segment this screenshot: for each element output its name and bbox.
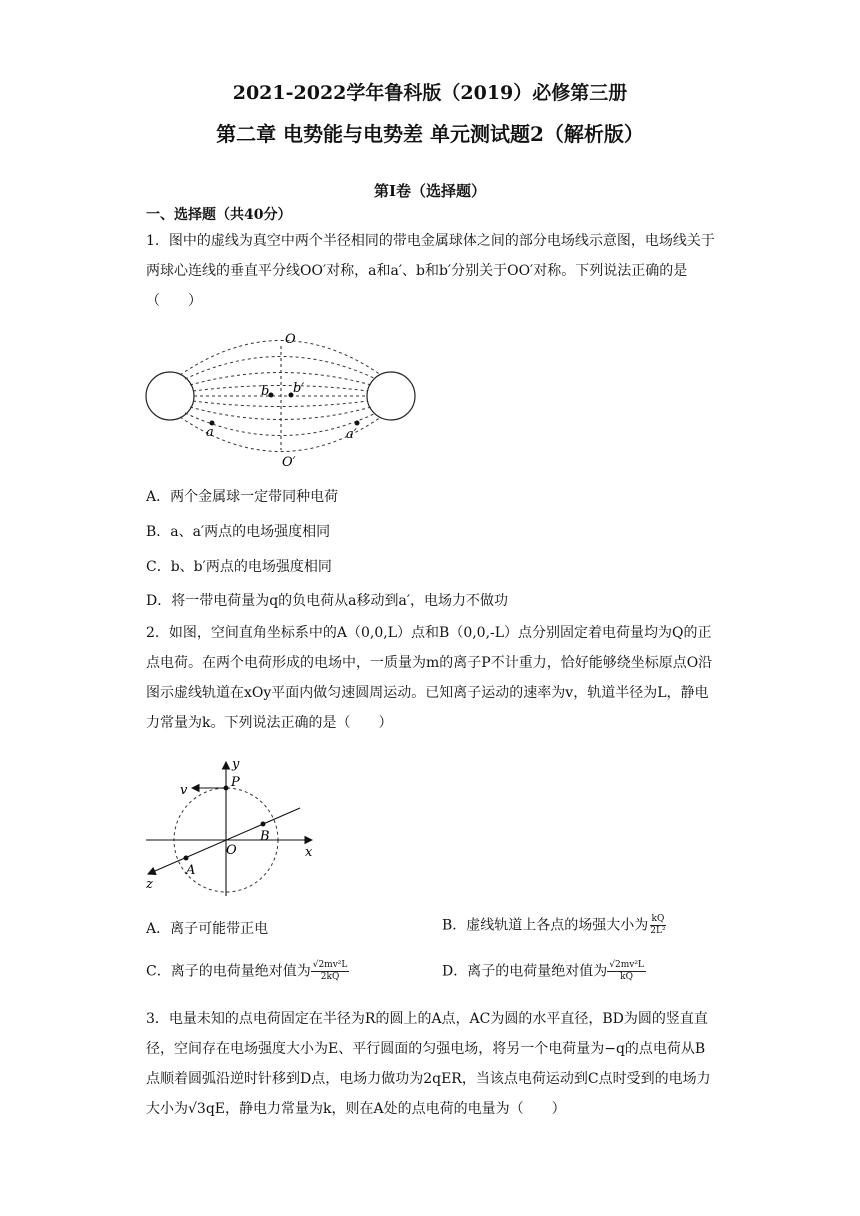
question-1-text: 1．图中的虚线为真空中两个半径相同的带电金属球体之间的部分电场线示意图，电场线关于两球心连线的垂直平分线OO′对称，a和a′、b和b′分别关于OO′对称。下列说法正确的是（ ） — [146, 233, 715, 309]
question-2-option-b — [442, 914, 668, 937]
option-b-numerator: kQ — [651, 914, 665, 924]
option-d-denominator: kQ — [620, 972, 633, 982]
question-1-option-c: C．b、b′两点的电场强度相同 — [146, 559, 332, 575]
question-2-option-a: A．离子可能带正电 — [146, 921, 269, 937]
figure1-label-b-prime: b′ — [293, 381, 305, 396]
figure1-label-a-prime: a′ — [346, 427, 357, 442]
option-d-text: D．离子的电荷量绝对值为 — [442, 963, 608, 980]
question-2-option-c — [146, 960, 349, 983]
figure1-label-a: a — [206, 425, 214, 440]
figure2-label-x: x — [305, 845, 313, 860]
question-1-option-b: B．a、a′两点的电场强度相同 — [146, 524, 331, 540]
option-c-denominator: 2kQ — [320, 972, 340, 982]
figure2-label-O: O — [226, 843, 237, 858]
option-c-fraction — [311, 960, 350, 983]
option-d-fraction — [607, 960, 646, 983]
option-d-numerator: √2mv²L — [609, 960, 644, 970]
section-heading: 一、选择题（共40分） — [146, 207, 292, 223]
question-1-option-d: D．将一带电荷量为q的负电荷从a移动到a′，电场力不做功 — [146, 593, 509, 609]
figure2-label-P: P — [231, 775, 240, 790]
figure1-label-O: O — [285, 332, 296, 347]
question-2-figure — [140, 756, 320, 906]
option-b-denominator: 2L² — [650, 926, 666, 936]
doc-title-line1: 2021-2022学年鲁科版（2019）必修第三册 — [232, 82, 628, 104]
question-1-option-a: A．两个金属球一定带同种电荷 — [146, 489, 339, 505]
figure2-label-z: z — [146, 877, 153, 892]
option-b-text: B．虚线轨道上各点的场强大小为 — [442, 917, 649, 934]
figure1-label-O-prime: O′ — [282, 455, 296, 470]
question-1-figure — [140, 328, 430, 472]
figure2-label-B: B — [260, 829, 270, 844]
figure1-label-b: b — [261, 384, 270, 399]
part-heading: 第Ⅰ卷（选择题） — [373, 182, 487, 200]
question-2-option-d — [442, 960, 646, 983]
question-3-text: 3．电量未知的点电荷固定在半径为R的圆上的A点，AC为圆的水平直径，BD为圆的竖直直径，空间存在电场强度大小为E、平行圆面的匀强电场，将另一个电荷量为−q的点电荷从B点顺着圆弧沿逆时针移到D点，电场力做功为2qER，当该点电荷运动到C点时受到的电场力大小为√3qE，静电力常量为k，则在A处的点电荷的电量为（ ） — [146, 1011, 711, 1117]
figure2-label-A: A — [186, 863, 196, 878]
doc-title-line2: 第二章 电势能与电势差 单元测试题2（解析版） — [216, 122, 644, 146]
option-b-fraction — [648, 914, 667, 937]
figure2-label-y: y — [232, 757, 240, 772]
figure2-label-v: v — [180, 783, 188, 798]
option-c-text: C．离子的电荷量绝对值为 — [146, 963, 311, 980]
option-c-numerator: √2mv²L — [312, 960, 348, 970]
question-2-text: 2．如图，空间直角坐标系中的A（0,0,L）点和B（0,0,-L）点分别固定着电荷量均为Q的正点电荷。在两个电荷形成的电场中，一质量为m的离子P不计重力，恰好能够绕坐标原点O沿图示虚线轨道在xOy平面内做匀速圆周运动。已知离子运动的速率为v，轨道半径为L，静电力常量为k。下列说法正确的是（ ） — [146, 625, 713, 731]
